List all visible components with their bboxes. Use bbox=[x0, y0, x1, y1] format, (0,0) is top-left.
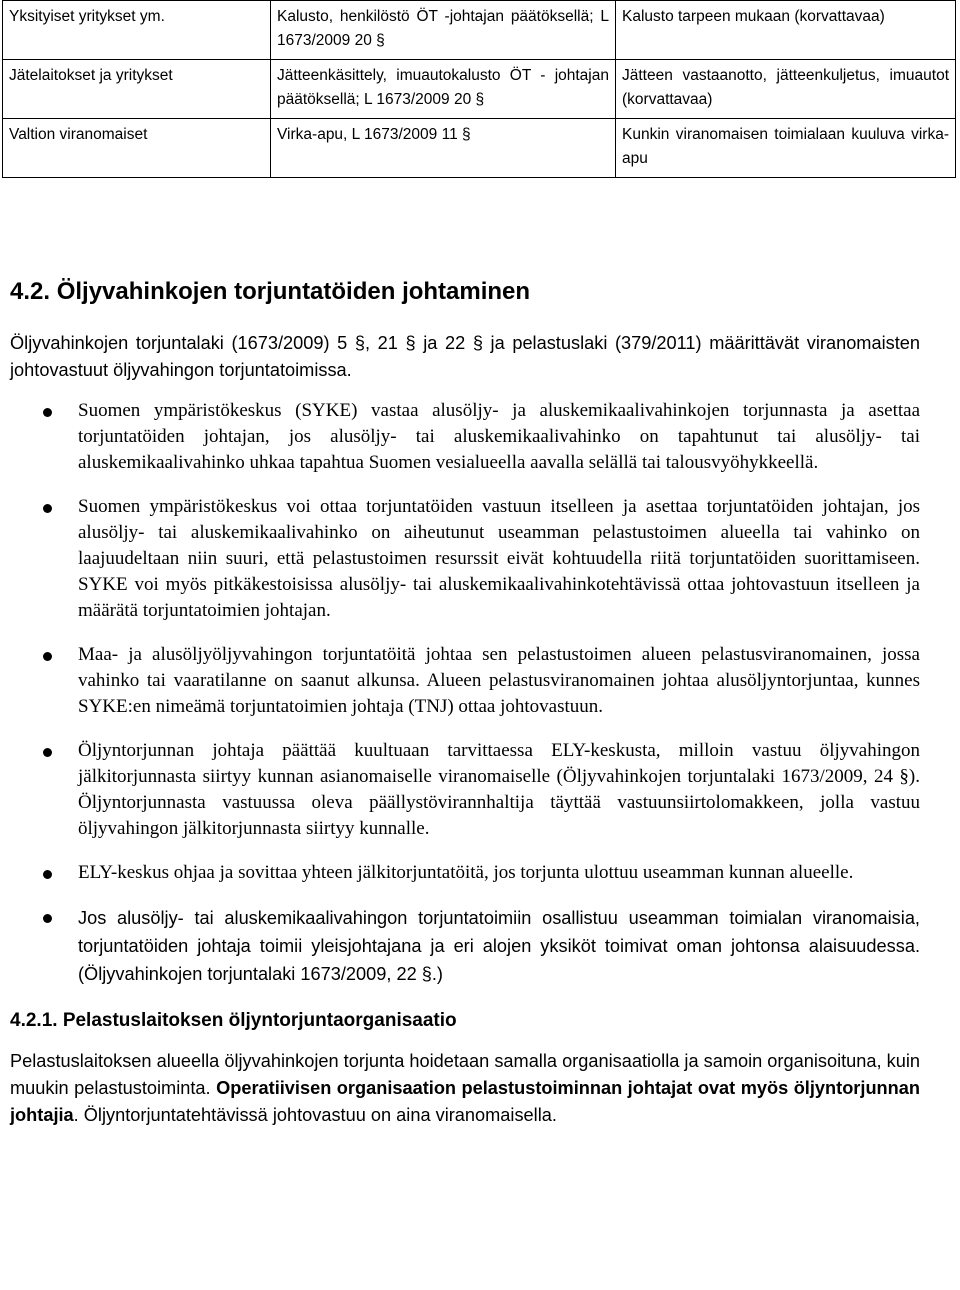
bullet-icon bbox=[43, 652, 52, 661]
table-cell: Virka-apu, L 1673/2009 11 § bbox=[271, 119, 616, 178]
table-cell: Jätelaitokset ja yritykset bbox=[3, 60, 271, 119]
subsection-text: Pelastuslaitoksen alueella öljyvahinkojen torjunta hoidetaan samalla organisaatiolla ja samoin organisoituna, kuin muukin pelastustoiminta. Operatiivisen organisaation pelastustoiminnan johtajat ovat myös öljyntorjunnan johtajia. Öljyntorjuntatehtävissä johtovastuu on aina viranomaisella. bbox=[10, 1051, 920, 1125]
list-item: Suomen ympäristökeskus (SYKE) vastaa alusöljy- ja aluskemikaalivahinkojen torjunnasta ja asettaa torjuntatöiden johtajan, jos alusöljy- tai aluskemikaalivahinko on tapahtunut tai alusöljy- tai aluskemikaalivahinko uhkaa tapahtua Suomen vesialueella aavalla selällä tai talousvyöhykkeellä. bbox=[10, 398, 920, 476]
table-cell: Kalusto, henkilöstö ÖT -johtajan päätöksellä; L 1673/2009 20 § bbox=[271, 1, 616, 60]
bullet-icon bbox=[43, 748, 52, 757]
section-intro: Öljyvahinkojen torjuntalaki (1673/2009) 5 §, 21 § ja 22 § ja pelastuslaki (379/2011) määrittävät viranomaisten johtovastuut öljyvahingon torjuntatoimissa. bbox=[10, 333, 920, 380]
table-row bbox=[3, 60, 956, 119]
bullet-icon bbox=[43, 870, 52, 879]
table-cell: Jätteen vastaanotto, jätteenkuljetus, imuautot (korvattavaa) bbox=[616, 60, 956, 119]
list-item: ELY-keskus ohjaa ja sovittaa yhteen jälkitorjuntatöitä, jos torjunta ulottuu useamman kunnan alueelle. bbox=[10, 860, 920, 886]
list-item: Suomen ympäristökeskus voi ottaa torjuntatöiden vastuun itselleen ja asettaa torjuntatöiden johtajan, jos alusöljy- tai aluskemikaalivahinko on aiheutunut useamman pelastustoimen alueella tai vahinko on laajuudeltaan niin suuri, että pelastustoimen resurssit eivät kohtuudella riitä torjuntatöiden suorittamiseen. SYKE voi myös pitkäkestoisissa alusöljy- tai aluskemikaalivahinkotehtävissä ottaa johtovastuun itselleen ja määrätä torjuntatoimien johtajan. bbox=[10, 494, 920, 624]
bullet-icon bbox=[43, 504, 52, 513]
bullet-icon bbox=[43, 408, 52, 417]
table-cell: Yksityiset yritykset ym. bbox=[3, 1, 271, 60]
table-cell: Jätteenkäsittely, imuautokalusto ÖT - johtajan päätöksellä; L 1673/2009 20 § bbox=[271, 60, 616, 119]
bullet-list bbox=[10, 398, 920, 988]
table-cell: Kunkin viranomaisen toimialaan kuuluva virka-apu bbox=[616, 119, 956, 178]
list-item: Jos alusöljy- tai aluskemikaalivahingon torjuntatoimiin osallistuu useamman toimialan viranomaisia, torjuntatöiden johtaja toimii yleisjohtajana ja eri alojen yksiköt toimivat oman johtonsa alaisuudessa. (Öljyvahinkojen torjuntalaki 1673/2009, 22 §.) bbox=[10, 904, 920, 988]
document-body bbox=[10, 272, 920, 1129]
list-item: Öljyntorjunnan johtaja päättää kuultuaan tarvittaessa ELY-keskusta, milloin vastuu öljyvahingon jälkitorjunnasta siirtyy kunnan asianomaiselle viranomaiselle (Öljyvahinkojen torjuntalaki 1673/2009, 24 §). Öljyntorjunnasta vastuussa oleva päällystövirannhaltija täyttää vastuunsiirtolomakkeen, jolla vastuu öljyvahingon jälkitorjunnasta siirtyy kunnalle. bbox=[10, 738, 920, 842]
table-cell: Valtion viranomaiset bbox=[3, 119, 271, 178]
table-row bbox=[3, 119, 956, 178]
bullet-icon bbox=[43, 914, 52, 923]
subsection-heading: 4.2.1. Pelastuslaitoksen öljyntorjuntaorganisaatio bbox=[10, 1010, 457, 1031]
table-row bbox=[3, 1, 956, 60]
list-item: Maa- ja alusöljyöljyvahingon torjuntatöitä johtaa sen pelastustoimen alueen pelastusviranomainen, jossa vahinko tai vaaratilanne on saanut alkunsa. Alueen pelastusviranomainen johtaa alusöljyntorjuntaa, kunnes SYKE:en nimeämä torjuntatoimien johtaja (TNJ) ottaa johtovastuun. bbox=[10, 642, 920, 720]
resource-table bbox=[2, 0, 956, 178]
table-cell: Kalusto tarpeen mukaan (korvattavaa) bbox=[616, 1, 956, 60]
section-heading: 4.2. Öljyvahinkojen torjuntatöiden johtaminen bbox=[10, 278, 531, 305]
